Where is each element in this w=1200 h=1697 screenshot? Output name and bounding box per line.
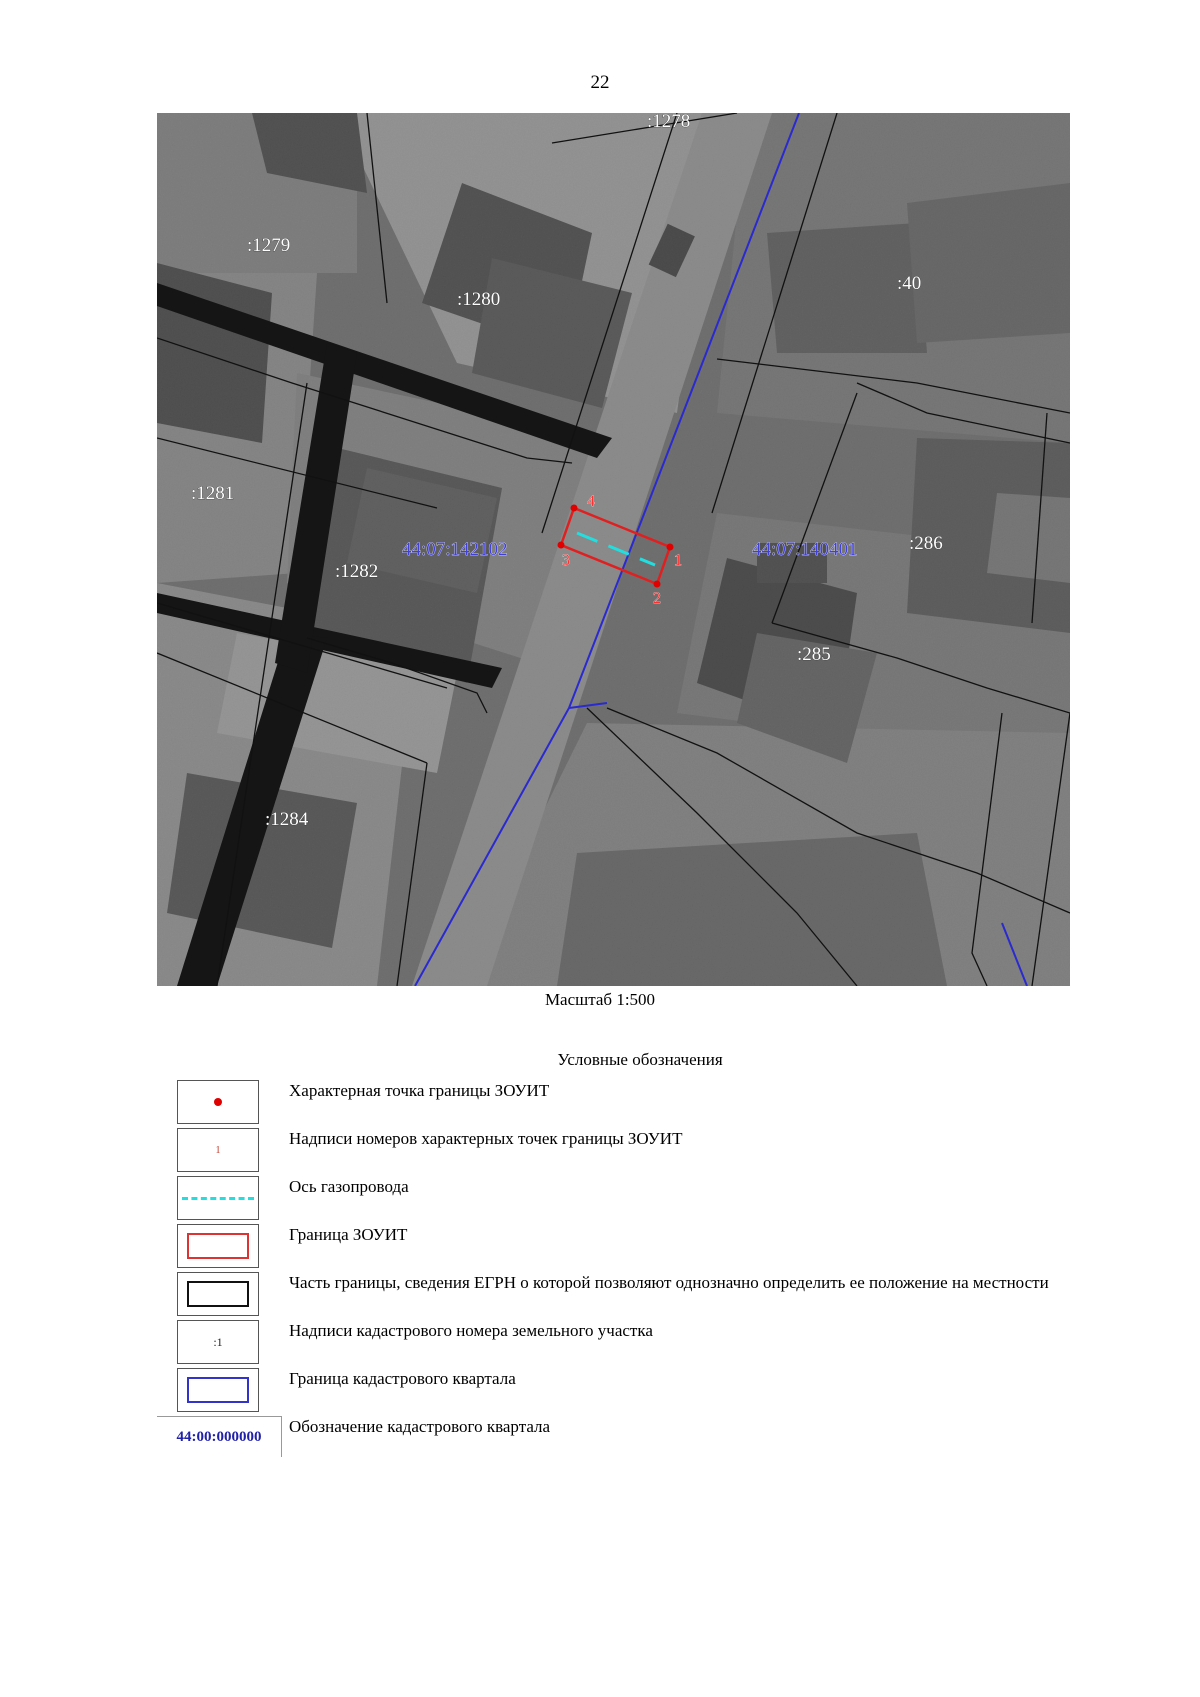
legend-symbol bbox=[177, 1080, 259, 1124]
point-number-3: 3 bbox=[562, 552, 570, 569]
boundary-point bbox=[667, 544, 674, 551]
scale-caption: Масштаб 1:500 bbox=[544, 990, 656, 1009]
boundary-point bbox=[654, 581, 661, 588]
legend-label: Граница кадастрового квартала bbox=[289, 1369, 516, 1388]
map-canvas bbox=[157, 113, 1070, 986]
cadastral-map[interactable] bbox=[157, 113, 1070, 986]
parcel-label: :1280 bbox=[457, 289, 501, 310]
legend-label: Характерная точка границы ЗОУИТ bbox=[289, 1081, 550, 1100]
parcel-label: :1281 bbox=[191, 483, 235, 504]
cadastral-number-icon: :1 bbox=[213, 1334, 223, 1349]
legend-label: Ось газопровода bbox=[289, 1177, 409, 1196]
boundary-point bbox=[558, 542, 565, 549]
parcel-label: :1284 bbox=[265, 809, 309, 830]
legend-symbol bbox=[157, 1416, 282, 1457]
legend-title: Условные обозначения bbox=[557, 1050, 723, 1069]
parcel-label: :40 bbox=[897, 273, 922, 294]
parcel-label: :286 bbox=[909, 533, 943, 554]
legend-symbol bbox=[177, 1272, 259, 1316]
parcel-label: :285 bbox=[797, 644, 831, 665]
parcel-label: :1278 bbox=[647, 113, 691, 132]
legend-symbol bbox=[177, 1368, 259, 1412]
quarter-label: 44:07:142102 bbox=[402, 539, 508, 560]
blue-rectangle-icon bbox=[187, 1377, 249, 1403]
red-dot-icon bbox=[214, 1098, 222, 1106]
legend-label: Граница ЗОУИТ bbox=[289, 1225, 408, 1244]
legend-label: Надписи кадастрового номера земельного участка bbox=[289, 1321, 653, 1340]
legend-symbol bbox=[177, 1320, 259, 1364]
point-number-2: 2 bbox=[653, 590, 661, 607]
legend-symbol bbox=[177, 1224, 259, 1268]
point-number-icon: 1 bbox=[215, 1144, 221, 1156]
legend-label: Надписи номеров характерных точек границы ЗОУИТ bbox=[289, 1129, 683, 1148]
legend-label: Обозначение кадастрового квартала bbox=[289, 1417, 551, 1436]
legend-symbol bbox=[177, 1128, 259, 1172]
quarter-designation-icon: 44:00:000000 bbox=[176, 1428, 262, 1445]
legend-label: Часть границы, сведения ЕГРН о которой позволяют однозначно определить ее положение на местности bbox=[289, 1273, 1049, 1292]
legend-symbol bbox=[177, 1176, 259, 1220]
boundary-point bbox=[571, 505, 578, 512]
point-number-4: 4 bbox=[587, 493, 595, 510]
page-number: 22 bbox=[590, 72, 610, 93]
black-rectangle-icon bbox=[187, 1281, 249, 1307]
parcel-label: :1282 bbox=[335, 561, 379, 582]
parcel-label: :1279 bbox=[247, 235, 291, 256]
cyan-dashed-line-icon bbox=[182, 1197, 254, 1200]
quarter-label: 44:07:140401 bbox=[752, 539, 858, 560]
red-rectangle-icon bbox=[187, 1233, 249, 1259]
point-number-1: 1 bbox=[674, 552, 682, 569]
